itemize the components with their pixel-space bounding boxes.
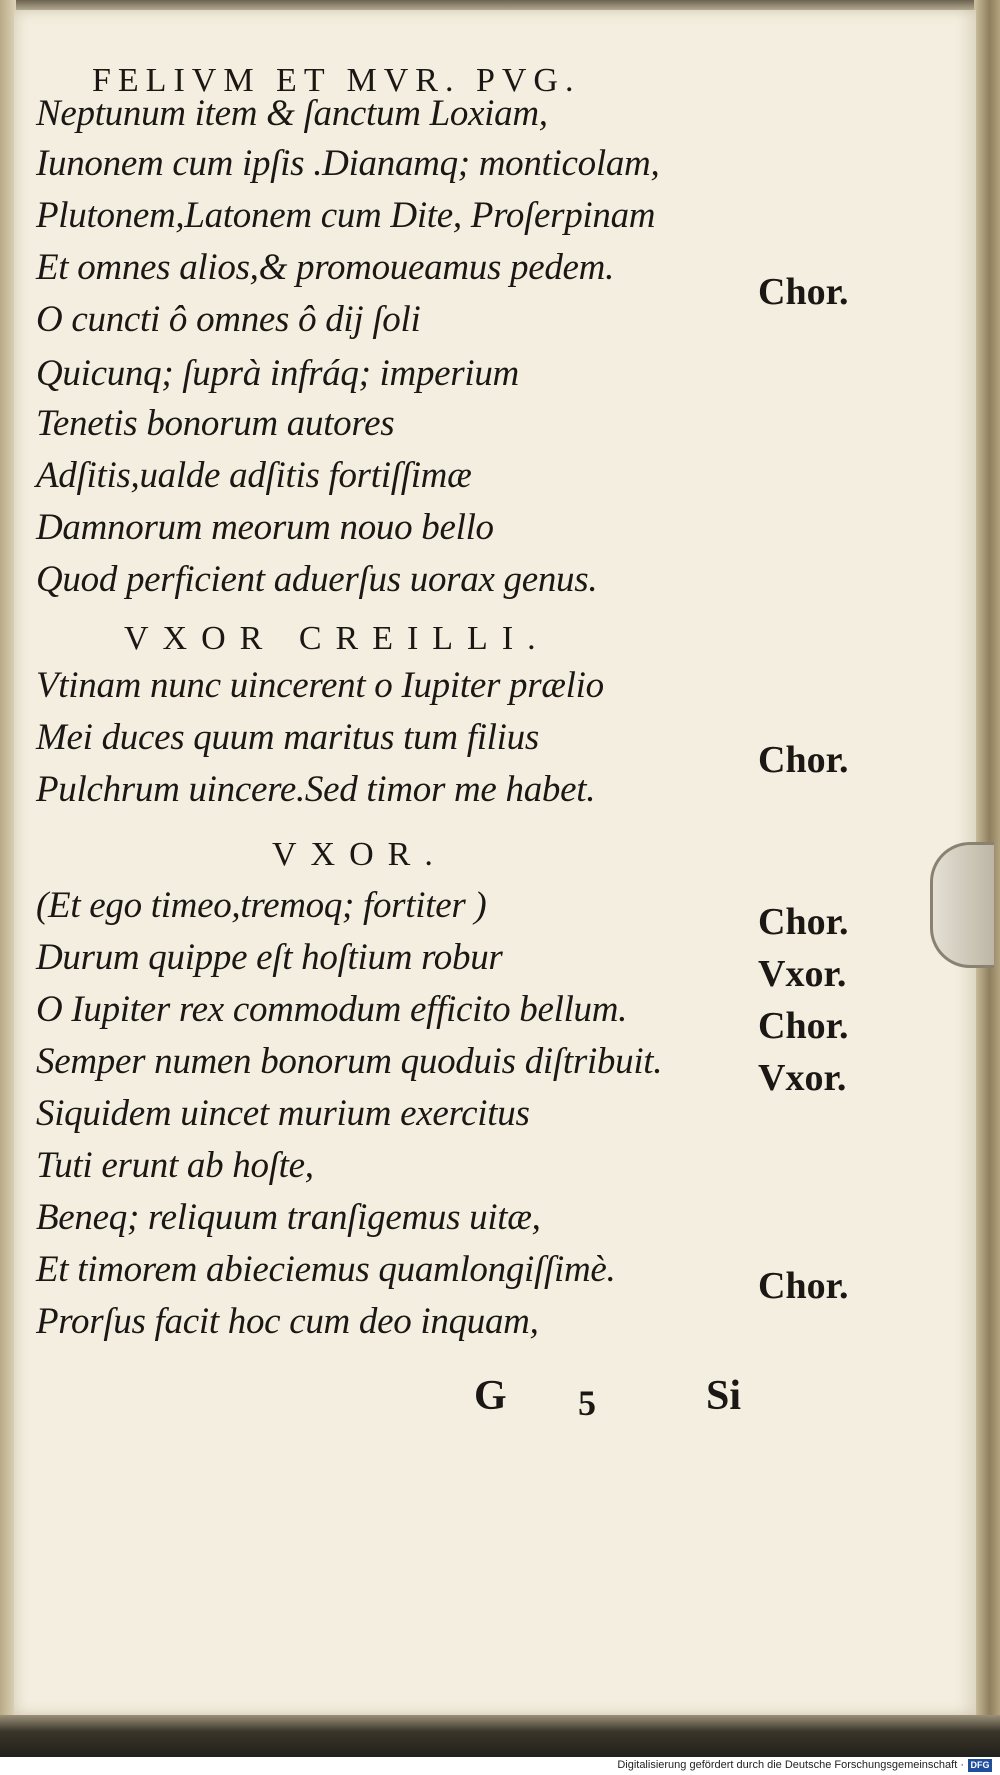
verse-line: Durum quippe eſt hoſtium robur	[36, 937, 503, 978]
verse-line: Pulchrum uincere.Sed timor me habet.	[36, 769, 596, 810]
speaker-tag: Vxor.	[758, 953, 847, 995]
signature-number: 5	[578, 1383, 596, 1423]
verse-line: (Et ego timeo,tremoq; fortiter )	[36, 885, 487, 926]
verse-line: Semper numen bonorum quoduis diſtribuit.	[36, 1041, 663, 1082]
speaker-heading: VXOR.	[272, 836, 447, 873]
verse-line: Et omnes alios,& promoueamus pedem.	[36, 247, 615, 288]
verse-line: O Iupiter rex commodum efficito bellum.	[36, 989, 628, 1030]
signature-letter: G	[474, 1373, 507, 1419]
speaker-tag: Chor.	[758, 901, 849, 943]
verse-line: Quod perficient aduerſus uorax genus.	[36, 559, 598, 600]
dfg-logo-icon: DFG	[968, 1759, 992, 1772]
verse-line: Et timorem abieciemus quamlongiſſimè.	[36, 1249, 616, 1290]
running-header: FELIVM ET MVR. PVG.	[92, 62, 581, 99]
verse-line: Damnorum meorum nouo bello	[36, 507, 494, 548]
verse-line: Adſitis,ualde adſitis fortiſſimæ	[36, 455, 472, 496]
speaker-heading: VXOR CREILLI.	[124, 620, 550, 657]
verse-line: Prorſus facit hoc cum deo inquam,	[36, 1301, 539, 1342]
verse-line: Mei duces quum maritus tum filius	[36, 717, 539, 758]
verse-line: Plutonem,Latonem cum Dite, Proſerpinam	[36, 195, 656, 236]
speaker-tag: Chor.	[758, 271, 849, 313]
scanner-bottom-band	[0, 1715, 1000, 1757]
verse-line: Tuti erunt ab hoſte,	[36, 1145, 314, 1186]
verse-line: Quicunq; ſuprà infráq; imperium	[36, 353, 519, 394]
verse-line: Siquidem uincet murium exercitus	[36, 1093, 530, 1134]
speaker-tag: Chor.	[758, 1265, 849, 1307]
book-clasp	[930, 842, 994, 968]
verse-line: Iunonem cum ipſis .Dianamq; monticolam,	[36, 143, 660, 184]
speaker-tag: Vxor.	[758, 1057, 847, 1099]
speaker-tag: Chor.	[758, 739, 849, 781]
verse-line: O cuncti ô omnes ô dij ſoli	[36, 299, 421, 340]
verse-line: Tenetis bonorum autores	[36, 403, 395, 444]
verse-line: Beneq; reliquum tranſigemus uitæ,	[36, 1197, 541, 1238]
verse-line: Neptunum item & ſanctum Loxiam,	[36, 93, 548, 134]
funding-credit: Digitalisierung gefördert durch die Deutsche Forschungsgemeinschaft ·	[617, 1759, 964, 1771]
speaker-tag: Chor.	[758, 1005, 849, 1047]
catchword: Si	[706, 1373, 742, 1419]
verse-line: Vtinam nunc uincerent o Iupiter prælio	[36, 665, 604, 706]
